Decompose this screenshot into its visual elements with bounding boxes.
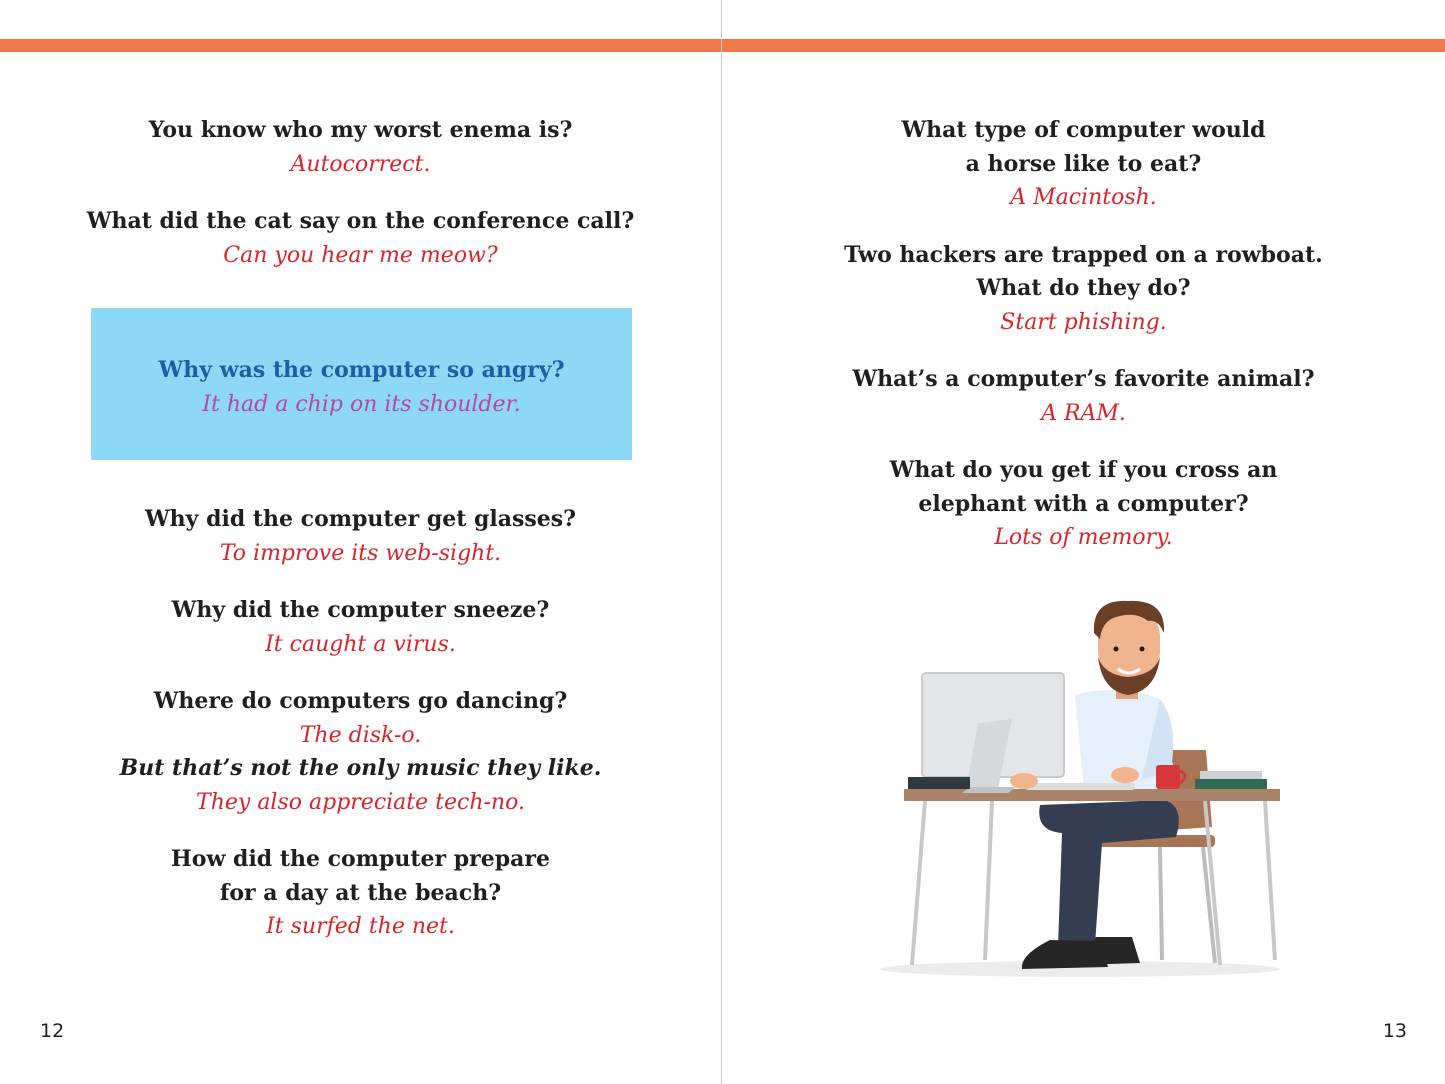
- joke-question: elephant with a computer?: [918, 490, 1249, 517]
- joke-question: for a day at the beach?: [219, 879, 502, 906]
- joke-answer: A Macintosh.: [1010, 185, 1157, 210]
- joke: [0, 594, 721, 661]
- joke: [722, 239, 1445, 340]
- left-jokes-top: [0, 114, 721, 272]
- joke-followup-answer: They also appreciate tech-no.: [196, 789, 525, 815]
- page-number: 12: [40, 1020, 65, 1042]
- joke: [0, 843, 721, 944]
- callout-answer: It had a chip on its shoulder.: [202, 391, 521, 417]
- joke-question: How did the computer prepare: [171, 846, 550, 872]
- joke-answer: It caught a virus.: [265, 631, 456, 657]
- man-at-computer-illustration: [870, 595, 1290, 985]
- joke-question: What did the cat say on the conference call?: [86, 208, 635, 234]
- joke-answer: Can you hear me meow?: [223, 242, 498, 268]
- joke-question: You know who my worst enema is?: [148, 117, 573, 143]
- joke-question: What do you get if you cross an: [889, 457, 1278, 483]
- joke-answer: A RAM.: [1041, 400, 1126, 426]
- joke-answer: It surfed the net.: [266, 914, 455, 939]
- joke: [722, 363, 1445, 430]
- joke-question: What’s a computer’s favorite animal?: [852, 366, 1315, 392]
- joke-question: What type of computer would: [901, 117, 1266, 143]
- joke-question: a horse like to eat?: [965, 150, 1202, 177]
- callout-question: Why was the computer so angry?: [158, 357, 565, 383]
- right-jokes: [722, 114, 1445, 555]
- joke: [722, 454, 1445, 555]
- joke-question: What do they do?: [976, 275, 1191, 301]
- joke-answer: Autocorrect.: [290, 151, 431, 177]
- joke: [0, 205, 721, 272]
- left-jokes-bottom: [0, 503, 721, 944]
- joke-answer: Lots of memory.: [994, 525, 1173, 550]
- joke: [722, 114, 1445, 215]
- joke-answer: Start phishing.: [1000, 309, 1167, 335]
- joke: [0, 114, 721, 181]
- joke-question: Where do computers go dancing?: [153, 688, 568, 714]
- joke: [0, 685, 721, 819]
- joke-followup: But that’s not the only music they like.: [119, 755, 602, 781]
- joke-question: Two hackers are trapped on a rowboat.: [844, 241, 1323, 268]
- callout-box: [91, 308, 632, 460]
- joke-question: Why did the computer sneeze?: [171, 597, 550, 623]
- joke-question: Why did the computer get glasses?: [144, 506, 577, 532]
- joke-answer: To improve its web-sight.: [219, 540, 502, 566]
- page-number: 13: [1382, 1020, 1407, 1042]
- left-page: [0, 0, 721, 1084]
- joke-answer: The disk-o.: [299, 722, 422, 748]
- joke: [0, 503, 721, 570]
